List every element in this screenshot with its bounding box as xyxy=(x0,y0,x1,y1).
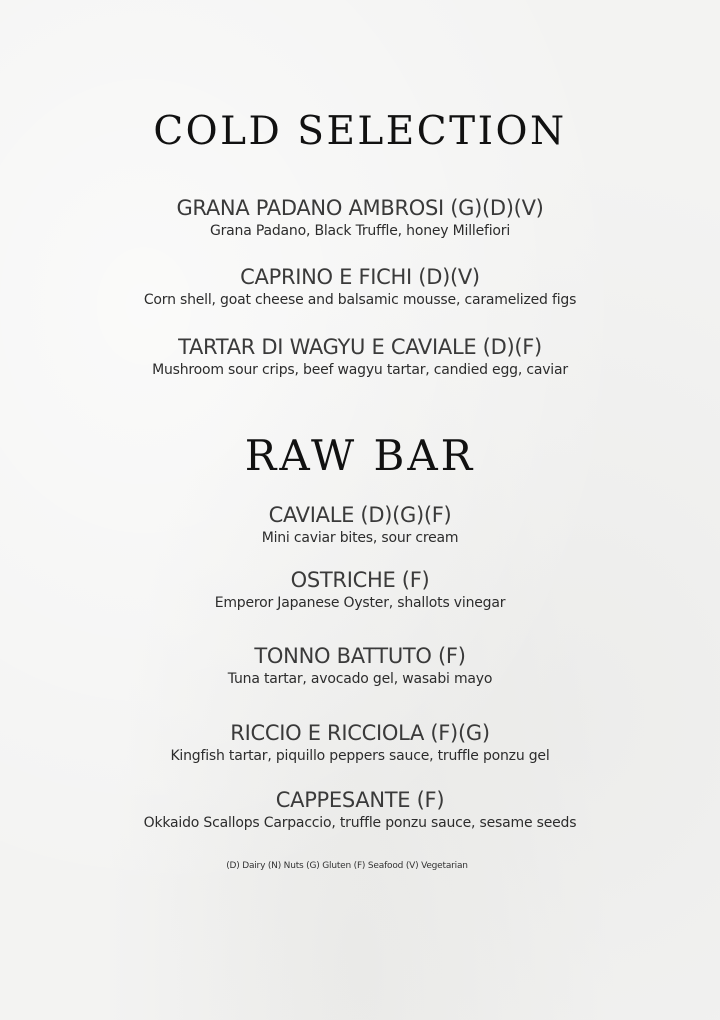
menu-item-tartar-di-wagyu xyxy=(0,334,720,380)
menu-item-description: Emperor Japanese Oyster, shallots vinegar xyxy=(214,595,506,611)
menu-item-caviale xyxy=(0,502,720,548)
menu-item-tonno-battuto xyxy=(0,643,720,689)
menu-item-name: GRANA PADANO AMBROSI (G)(D)(V) xyxy=(176,196,544,220)
menu-item-name: CAPRINO E FICHI (D)(V) xyxy=(240,265,480,289)
menu-item-description: Tuna tartar, avocado gel, wasabi mayo xyxy=(227,671,493,687)
menu-item-description: Mini caviar bites, sour cream xyxy=(261,530,459,546)
menu-item-ostriche xyxy=(0,567,720,613)
menu-item-description: Corn shell, goat cheese and balsamic mousse, caramelized figs xyxy=(143,292,577,308)
section-title-raw-bar: RAW BAR xyxy=(244,431,476,480)
menu-item-grana-padano xyxy=(0,195,720,241)
menu-item-description: Mushroom sour crips, beef wagyu tartar, candied egg, caviar xyxy=(152,362,568,378)
menu-item-cappesante xyxy=(0,787,720,833)
menu-item-name: TONNO BATTUTO (F) xyxy=(254,644,466,668)
menu-item-name: TARTAR DI WAGYU E CAVIALE (D)(F) xyxy=(178,335,542,359)
menu-item-riccio-e-ricciola xyxy=(0,720,720,766)
menu-item-name: CAVIALE (D)(G)(F) xyxy=(268,503,452,527)
menu-item-description: Kingfish tartar, piquillo peppers sauce, truffle ponzu gel xyxy=(170,748,550,764)
section-title-cold-selection: COLD SELECTION xyxy=(153,109,567,154)
menu-item-caprino-e-fichi xyxy=(0,264,720,310)
menu-item-name: CAPPESANTE (F) xyxy=(275,788,445,812)
menu-item-description: Okkaido Scallops Carpaccio, truffle ponzu sauce, sesame seeds xyxy=(143,815,577,831)
allergen-legend: (D) Dairy (N) Nuts (G) Gluten (F) Seafood (V) Vegetarian xyxy=(226,861,468,871)
menu-item-name: OSTRICHE (F) xyxy=(290,568,430,592)
menu-item-name: RICCIO E RICCIOLA (F)(G) xyxy=(230,721,490,745)
menu-item-description: Grana Padano, Black Truffle, honey Millefiori xyxy=(209,223,511,239)
